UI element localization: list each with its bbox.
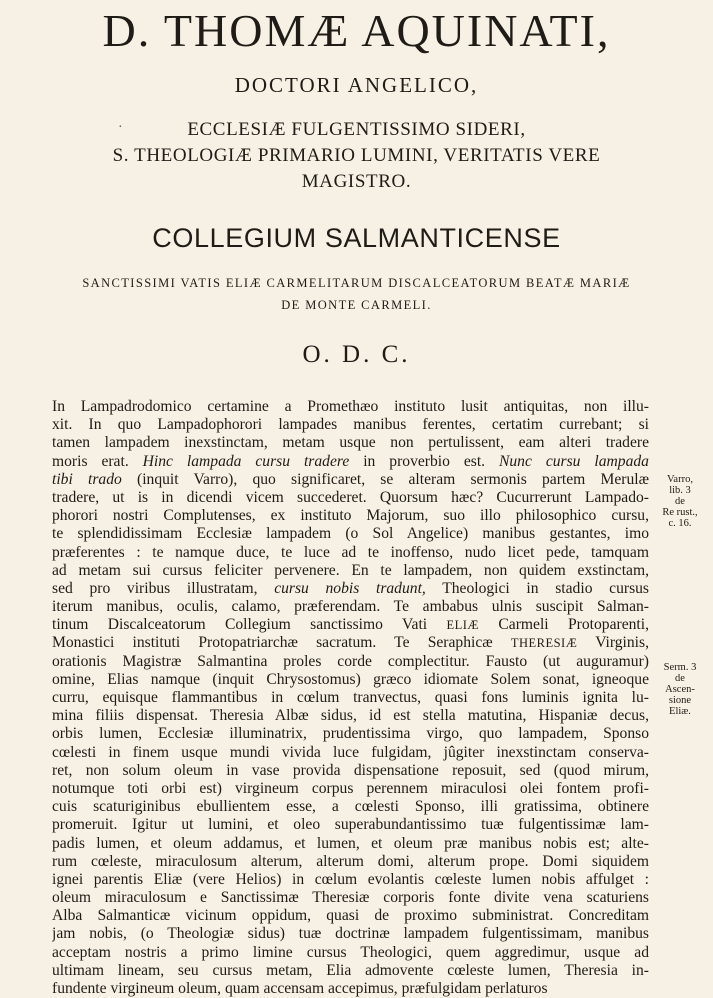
text-run: iterum manibus, oculis, calamo, præferendam. Te ambabus ulnis suscipit Salman-	[52, 598, 649, 616]
praise-line: S. THEOLOGIÆ PRIMARIO LUMINI, VERITATIS VERE	[112, 145, 601, 166]
body-line	[52, 453, 649, 471]
text-run: Carmeli Protoparenti,	[479, 616, 649, 634]
body-line	[52, 925, 649, 943]
text-run: ad metam sui cursus feliciter pervenere. En te lampadem, non quidem exstinctam,	[52, 561, 649, 579]
italic-phrase: Hinc lampada cursu tradere	[142, 452, 350, 470]
body-line	[52, 634, 649, 652]
body-line	[52, 907, 649, 925]
text-run: ultimam lineam, seu cursus metam, Elia admovente cœleste lumen, Theresia in-	[52, 961, 649, 979]
text-run: præferentes : te namque duce, te luce ad te inoffenso, nudo licet pede, tamquam	[52, 543, 649, 561]
body-line	[52, 398, 649, 416]
small-caps-name: ELIÆ	[446, 618, 480, 633]
margin-note-line: de	[675, 496, 685, 507]
small-caps-name: THERESIÆ	[510, 636, 578, 651]
body-line	[52, 616, 649, 634]
text-run: orbis lumen, Ecclesiæ illuminatrix, prudentissima virgo, quo lampadem, Sponso	[52, 725, 649, 743]
body-line	[52, 544, 649, 562]
body-line	[52, 707, 649, 725]
italic-phrase: tibi trado	[52, 470, 122, 488]
epithet-line: DOCTORI ANGELICO,	[234, 73, 479, 97]
praise-block	[0, 117, 713, 195]
body-line	[52, 653, 649, 671]
text-run: acceptam nostris a primo limine cursus Theologici, quem aggredimur, usque ad	[52, 943, 649, 961]
body-line	[52, 980, 649, 998]
italic-phrase: cursu nobis tradunt,	[274, 579, 426, 597]
text-run: ret, non solum oleum in vase provida dispensatione reposuit, sed (quod mirum,	[52, 761, 649, 779]
margin-note-line: Ascen-	[665, 684, 695, 695]
margin-note-sermon	[652, 662, 708, 717]
text-run: fundente virgineum oleum, quam accensam accepimus, præfulgidam perlaturos	[52, 980, 548, 997]
margin-note-line: sione	[668, 695, 692, 706]
body-line	[52, 562, 649, 580]
body-line	[52, 671, 649, 689]
body-line	[52, 580, 649, 598]
text-run: Virginis,	[577, 634, 649, 652]
margin-note-line: Varro,	[667, 474, 693, 485]
body-line	[52, 853, 649, 871]
text-run: Monastici instituti Protopatriarchæ sacratum. Te Seraphicæ	[52, 634, 511, 652]
text-run: curru, equisque flammantibus in cœlum tranvectus, quasi fons luminis ignita lu-	[52, 689, 649, 706]
text-run: Theologici in stadio cursus	[425, 579, 649, 597]
body-line	[52, 689, 649, 707]
text-run: In Lampadrodomico certamine a Promethæo instituto lusit antiquitas, non illu-	[52, 398, 649, 415]
body-line	[52, 962, 649, 980]
text-run: padis lumen, et oleum addamus, et lumen, et oleum præ manibus nobis est; alte-	[52, 834, 649, 852]
dedicatee-title: D. THOMÆ AQUINATI,	[102, 5, 611, 56]
text-run: ignei parentis Eliæ (vere Helios) in cœlum evolantis cœleste lumen nobis affulget :	[52, 870, 649, 888]
body-line	[52, 798, 649, 816]
text-run: rum cœleste, miraculosum alterum, alterum domi, alterum prope. Domi siquidem	[52, 852, 649, 870]
body-line	[52, 434, 649, 452]
text-run: xit. In quo Lampadophorori lampades manibus ferentes, certatim currebant; si	[52, 416, 649, 434]
body-line	[52, 744, 649, 762]
order-line: DE MONTE CARMELI.	[281, 298, 432, 312]
text-run: cœlesti in finem usque mundi vivida luce fulgidam, jûgiter inexstinctam conserva-	[52, 743, 649, 761]
body-line	[52, 871, 649, 889]
body-line	[52, 816, 649, 834]
text-run: oleum miraculosum e Sanctissimæ Theresiæ corporis fonte divite vena scaturiens	[52, 889, 649, 907]
text-run: sed pro viribus illustratam,	[52, 579, 275, 597]
body-line	[52, 944, 649, 962]
text-run: tinum Discalceatorum Collegium sanctissimo Vati	[52, 616, 447, 634]
dedication-body	[52, 398, 649, 998]
text-run: cuis scaturiginibus ebullientem esse, a cœlesti Sponso, illi gratissima, obtinere	[52, 798, 649, 816]
body-line	[52, 525, 649, 543]
odc-heading: O. D. C.	[302, 341, 411, 368]
text-run: (inquit Varro), quo significaret, se alteram sermonis partem Merulæ	[121, 470, 649, 488]
college-heading: COLLEGIUM SALMANTICENSE	[152, 223, 561, 253]
body-line	[52, 780, 649, 798]
text-run: te splendidissimam Ecclesiæ lampadem (o Sol Angelice) manibus gestantes, imo	[52, 525, 649, 543]
body-line	[52, 762, 649, 780]
text-run: tamen lampadem inexstinctam, metam usque non pertulissent, eam alteri tradere	[52, 434, 649, 452]
text-run: orationis Magistræ Salmantina proles corde complectitur. Fausto (ut auguramur)	[52, 652, 649, 670]
text-run: mina filiis dispensat. Theresia Albæ sidus, id est stella matutina, Hispaniæ decus,	[52, 707, 649, 725]
body-line	[52, 835, 649, 853]
body-line	[52, 416, 649, 434]
printer-dot: ·	[118, 120, 123, 135]
order-block	[0, 272, 713, 316]
text-run: in proverbio est.	[349, 452, 499, 470]
order-line: SANCTISSIMI VATIS ELIÆ CARMELITARUM DISCALCEATORUM BEATÆ MARIÆ	[82, 276, 631, 290]
body-line	[52, 471, 649, 489]
body-line	[52, 889, 649, 907]
body-line	[52, 507, 649, 525]
praise-line: MAGISTRO.	[301, 171, 412, 192]
text-run: promeruit. Igitur ut lumini, et oleo superabundantissimo tuæ fulgentissimæ lam-	[52, 816, 649, 834]
praise-line: ECCLESIÆ FULGENTISSIMO SIDERI,	[187, 119, 526, 140]
margin-note-line: Eliæ.	[669, 706, 691, 717]
text-run: omine, Elias namque (inquit Chrysostomus) græco idiomate Solem sonat, igneoque	[52, 670, 649, 688]
text-run: notumque toti orbi est) virgineum corpus perennem miraculosi olei fontem profi-	[52, 779, 649, 797]
text-run: phorori nostri Complutenses, ex instituto Majorum, suo illo philosophico cursu,	[52, 507, 649, 525]
margin-note-line: de	[675, 673, 685, 684]
text-run: Alba Salmanticæ vicinum oppidum, quasi de proximo subministrat. Concreditam	[52, 907, 649, 925]
text-run: tradere, ut is in dicendi vicem succederet. Quorsum hæc? Cucurrerunt Lampado-	[52, 488, 649, 506]
margin-note-line: lib. 3	[669, 485, 691, 496]
margin-note-line: c. 16.	[668, 518, 692, 529]
text-run: jam nobis, (o Theologiæ sidus) tuæ doctrinæ lampadem fulgentissimam, manibus	[52, 925, 649, 943]
margin-note-line: Serm. 3	[663, 662, 697, 673]
margin-note-line: Re rust.,	[662, 507, 698, 518]
body-line	[52, 725, 649, 743]
body-line	[52, 489, 649, 507]
text-run: moris erat.	[52, 452, 143, 470]
body-line	[52, 598, 649, 616]
margin-note-varro	[652, 474, 708, 529]
italic-phrase: Nunc cursu lampada	[498, 452, 649, 470]
